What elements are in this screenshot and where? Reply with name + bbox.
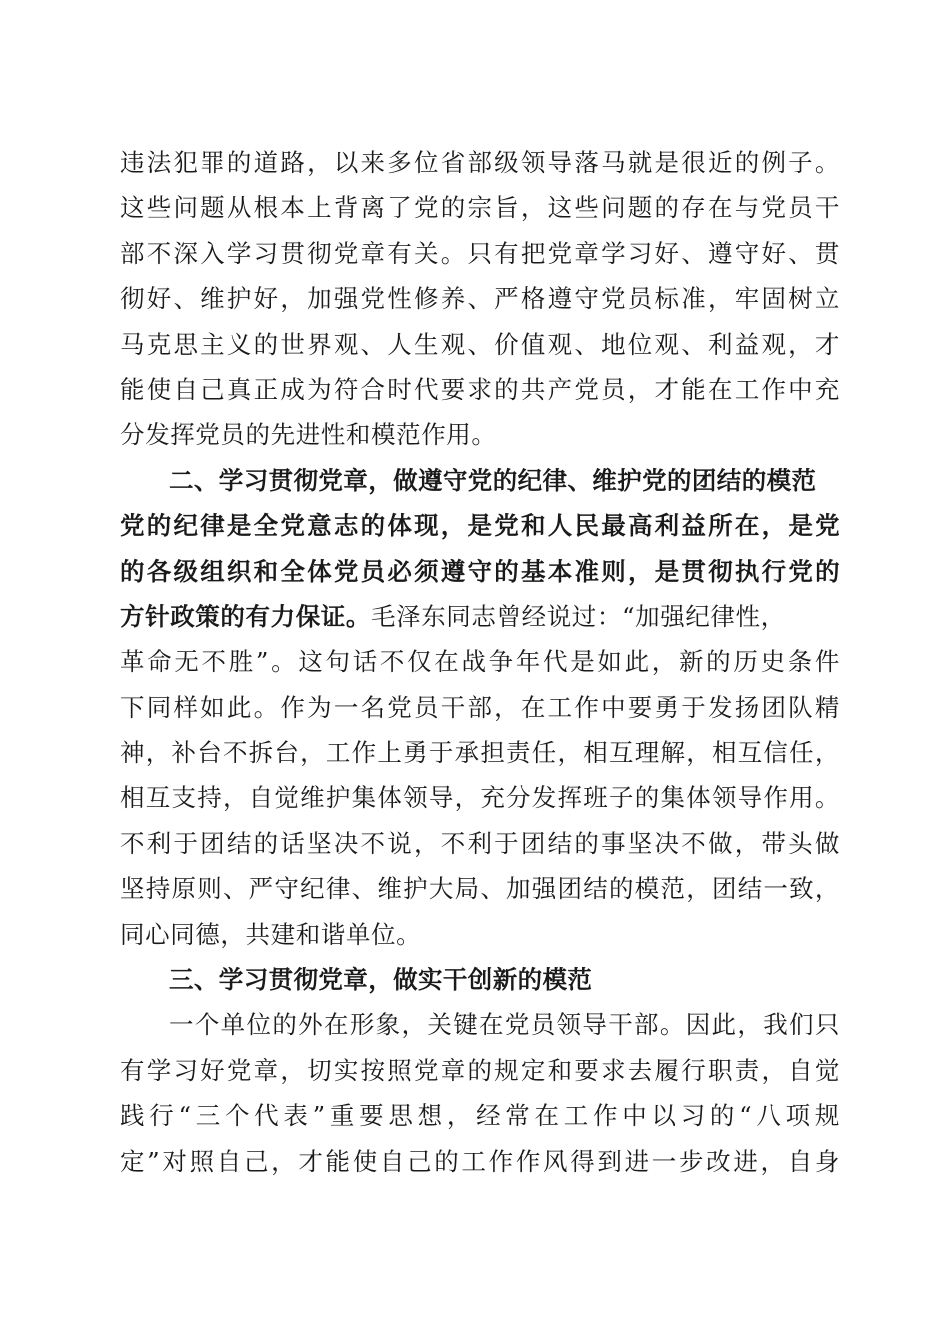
section-heading-2: 二、学习贯彻党章，做遵守党的纪律、维护党的团结的模范	[169, 465, 817, 495]
bold-phrase: 方针政策的有力保证。	[120, 601, 371, 631]
regular-phrase: 毛泽东同志曾经说过：“加强纪律性，	[371, 601, 786, 631]
text-line: 同心同德，共建和谐单位。	[120, 919, 422, 949]
section-heading-3: 三、学习贯彻党章，做实干创新的模范	[169, 965, 593, 995]
text-line: 马克思主义的世界观、人生观、价值观、地位观、利益观，才	[120, 329, 840, 359]
text-line: 能使自己真正成为符合时代要求的共产党员，才能在工作中充	[120, 374, 840, 404]
text-line: 部不深入学习贯彻党章有关。只有把党章学习好、遵守好、贯	[120, 238, 840, 268]
text-line: 分发挥党员的先进性和模范作用。	[120, 420, 497, 450]
text-line-bold: 党的纪律是全党意志的体现，是党和人民最高利益所在，是党	[120, 511, 840, 541]
text-line: 这些问题从根本上背离了党的宗旨，这些问题的存在与党员干	[120, 193, 840, 223]
text-line: 有学习好党章，切实按照党章的规定和要求去履行职责，自觉	[120, 1055, 840, 1085]
text-line: 定”对照自己，才能使自己的工作作风得到进一步改进，自身	[120, 1146, 840, 1176]
text-line: 下同样如此。作为一名党员干部，在工作中要勇于发扬团队精	[120, 692, 840, 722]
text-line: 违法犯罪的道路，以来多位省部级领导落马就是很近的例子。	[120, 148, 840, 177]
text-line: 彻好、维护好，加强党性修养、严格遵守党员标准，牢固树立	[120, 284, 840, 314]
text-line: 坚持原则、严守纪律、维护大局、加强团结的模范，团结一致，	[120, 874, 840, 904]
text-line: 践行“三个代表”重要思想，经常在工作中以习的“八项规	[120, 1101, 840, 1131]
text-line-mixed	[120, 594, 840, 639]
text-line: 一个单位的外在形象，关键在党员领导干部。因此，我们只	[169, 1010, 840, 1040]
document-body	[120, 140, 840, 1184]
text-line-bold: 的各级组织和全体党员必须遵守的基本准则，是贯彻执行党的	[120, 556, 840, 586]
text-line: 神，补台不拆台，工作上勇于承担责任，相互理解，相互信任，	[120, 738, 840, 768]
text-line: 不利于团结的话坚决不说，不利于团结的事坚决不做，带头做	[120, 828, 840, 858]
text-line: 革命无不胜”。这句话不仅在战争年代是如此，新的历史条件	[120, 647, 840, 677]
text-line: 相互支持，自觉维护集体领导，充分发挥班子的集体领导作用。	[120, 783, 840, 813]
